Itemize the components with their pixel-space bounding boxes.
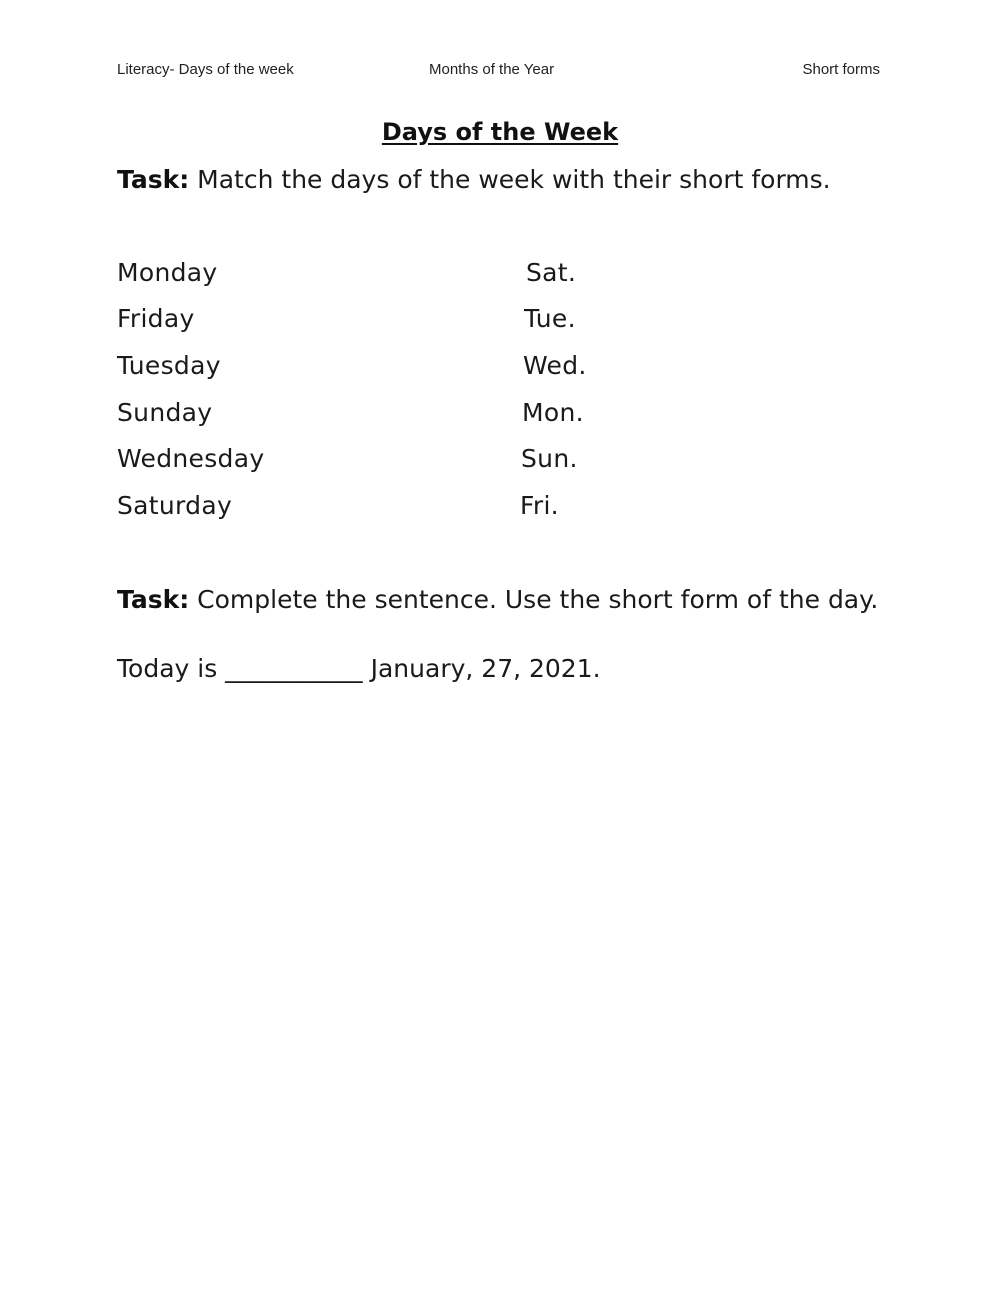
page-title: Days of the Week <box>381 118 619 146</box>
day-item: Tuesday <box>117 351 221 380</box>
task-text: Complete the sentence. Use the short form of the day. <box>189 585 879 614</box>
day-item: Monday <box>117 258 218 287</box>
header-right: Short forms <box>802 61 880 78</box>
header-middle: Months of the Year <box>429 61 555 78</box>
short-form-item: Sat. <box>526 258 577 287</box>
header-left: Literacy- Days of the week <box>117 61 294 78</box>
day-item: Sunday <box>117 398 213 427</box>
task-label: Task: <box>117 165 190 194</box>
short-form-item: Tue. <box>524 304 576 333</box>
task-instruction-match <box>117 165 831 194</box>
short-form-item: Sun. <box>521 444 578 473</box>
task-instruction-complete <box>117 585 878 614</box>
short-form-item: Wed. <box>523 351 587 380</box>
day-item: Saturday <box>117 491 233 520</box>
day-item: Friday <box>117 304 195 333</box>
short-form-item: Mon. <box>522 398 584 427</box>
fill-in-sentence: Today is ___________ January, 27, 2021. <box>117 654 601 683</box>
task-label: Task: <box>117 585 190 614</box>
day-item: Wednesday <box>117 444 265 473</box>
task-text: Match the days of the week with their short forms. <box>189 165 831 194</box>
short-form-item: Fri. <box>520 491 559 520</box>
